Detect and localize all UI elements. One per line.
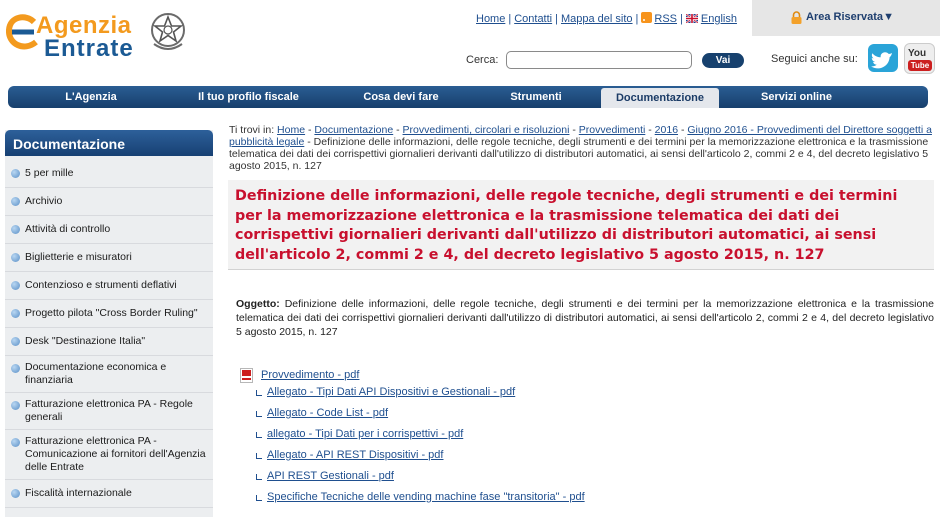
rss-link[interactable]: RSS xyxy=(654,13,678,25)
sidebar-item-label: Documentazione economica e finanziaria xyxy=(25,361,167,386)
nav-cosa-devi-fare[interactable]: Cosa devi fare xyxy=(363,91,439,103)
breadcrumb-current: Definizione delle informazioni, delle regole tecniche, degli strumenti e dei termini per la memorizzazione elettronica e la trasmissione telematica dei dati dei corrispettivi giornalieri derivanti dall'utilizzo di distributori automatici, ai sensi dell'articolo 2, commi 2 e 4, del decreto legislativo 5 agosto 2015, n. 127 xyxy=(229,136,929,172)
sidebar-item-cross-border-ruling[interactable] xyxy=(5,300,213,328)
sidebar-item-destinazione-italia[interactable] xyxy=(5,328,213,356)
area-riservata-label: Area Riservata xyxy=(806,11,884,23)
sidebar-item-5-per-mille[interactable] xyxy=(5,160,213,188)
bullet-icon xyxy=(11,364,20,373)
corner-arrow-icon xyxy=(256,432,262,438)
breadcrumb-separator: - xyxy=(396,124,400,136)
sidebar-item-label: Progetto pilota "Cross Border Ruling" xyxy=(25,307,198,319)
breadcrumb-separator: - xyxy=(572,124,576,136)
oggetto-paragraph xyxy=(236,297,934,339)
search-label: Cerca: xyxy=(466,54,499,66)
sidebar-item-label: Biglietterie e misuratori xyxy=(25,251,132,263)
sidebar-list xyxy=(5,160,213,508)
sidebar-item-label: Fatturazione elettronica PA - Comunicazione ai fornitori dell'Agenzia delle Entrate xyxy=(25,435,206,473)
sidebar-item-archivio[interactable] xyxy=(5,188,213,216)
page-header xyxy=(0,0,940,84)
oggetto-label: Oggetto: xyxy=(236,298,280,310)
attachment-row xyxy=(240,490,840,511)
breadcrumb-link[interactable]: Provvedimenti, circolari e risoluzioni xyxy=(402,124,570,136)
sidebar-title: Documentazione xyxy=(5,130,213,156)
corner-arrow-icon xyxy=(256,495,262,501)
documents-list xyxy=(240,367,840,511)
sidebar-item-label: Attività di controllo xyxy=(25,223,111,235)
nav-strumenti[interactable]: Strumenti xyxy=(510,91,562,103)
attachment-link[interactable]: Allegato - Code List - pdf xyxy=(267,407,389,419)
chevron-down-icon: ▼ xyxy=(883,11,894,23)
mappa-sito-link[interactable]: Mappa del sito xyxy=(560,13,633,25)
sidebar-item-fatturazione-regole[interactable] xyxy=(5,393,213,430)
oggetto-text: Definizione delle informazioni, delle regole tecniche, degli strumenti e dei termini per la memorizzazione elettronica e la trasmissione telematica dei dati dei corrispettivi giornalieri derivanti dall'utilizzo di distributori automatici, ai sensi dell'articolo 2, commi 2 e 4, del decreto legislativo 5 agosto 2015, n. 127 xyxy=(236,298,934,338)
breadcrumb-link[interactable]: Documentazione xyxy=(314,124,394,136)
attachment-link[interactable]: allegato - Tipi Dati per i corrispettivi - pdf xyxy=(267,428,464,440)
bullet-icon xyxy=(11,253,20,262)
twitter-icon xyxy=(868,44,898,72)
bullet-icon xyxy=(11,401,20,410)
breadcrumb-separator: - xyxy=(680,124,685,136)
agenzia-entrate-logo[interactable] xyxy=(6,6,196,62)
area-riservata-button[interactable] xyxy=(752,0,940,36)
breadcrumb-separator: - xyxy=(307,136,311,148)
corner-arrow-icon xyxy=(256,390,262,396)
bullet-icon xyxy=(11,225,20,234)
top-link-separator: | xyxy=(555,13,558,25)
nav-profilo-fiscale[interactable]: Il tuo profilo fiscale xyxy=(198,91,299,103)
attachment-row xyxy=(240,427,840,448)
sidebar-item-fatturazione-fornitori[interactable] xyxy=(5,430,213,480)
top-link-separator: | xyxy=(635,13,639,25)
search-button[interactable]: Vai xyxy=(702,53,744,68)
corner-arrow-icon xyxy=(256,474,262,480)
bullet-icon xyxy=(11,281,20,290)
nav-servizi-online[interactable]: Servizi online xyxy=(761,91,832,103)
bullet-icon xyxy=(11,197,20,206)
italian-republic-emblem-icon xyxy=(148,10,188,54)
top-link-separator: | xyxy=(508,13,512,25)
attachment-link[interactable]: Allegato - API REST Dispositivi - pdf xyxy=(267,449,444,461)
bullet-icon xyxy=(11,337,20,346)
twitter-button[interactable] xyxy=(868,44,898,72)
attachment-row xyxy=(240,385,840,406)
attachment-row xyxy=(240,448,840,469)
logo-word-agenzia: Agenzia xyxy=(36,12,132,39)
rss-icon xyxy=(641,12,652,23)
nav-agenzia[interactable]: L'Agenzia xyxy=(65,91,117,103)
sidebar-item-label: Fiscalità internazionale xyxy=(25,487,132,499)
uk-flag-icon xyxy=(686,14,698,23)
pdf-icon xyxy=(240,368,253,383)
attachment-link[interactable]: Specifiche Tecniche delle vending machine fase "transitoria" - pdf xyxy=(267,491,585,503)
breadcrumb-link[interactable]: Home xyxy=(277,124,306,136)
search-input[interactable] xyxy=(506,51,692,69)
home-link[interactable]: Home xyxy=(476,13,506,25)
attachment-row xyxy=(240,469,840,490)
provvedimento-pdf-link[interactable]: Provvedimento - pdf xyxy=(261,369,360,381)
main-navigation xyxy=(8,86,928,108)
bullet-icon xyxy=(11,169,20,178)
breadcrumb-separator: - xyxy=(307,124,312,136)
breadcrumb-separator: - xyxy=(648,124,652,136)
top-links xyxy=(476,12,737,26)
document-main-row xyxy=(240,367,840,385)
lock-icon xyxy=(790,11,803,25)
breadcrumb-link[interactable]: 2016 xyxy=(654,124,679,136)
attachment-link[interactable]: API REST Gestionali - pdf xyxy=(267,470,394,482)
sidebar-item-contenzioso[interactable] xyxy=(5,272,213,300)
logo-word-entrate: Entrate xyxy=(44,35,134,62)
nav-documentazione[interactable]: Documentazione xyxy=(601,88,719,108)
corner-arrow-icon xyxy=(256,453,262,459)
youtube-tube-label: Tube xyxy=(908,60,932,71)
attachment-link[interactable]: Allegato - Tipi Dati API Dispositivi e Gestionali - pdf xyxy=(267,386,516,398)
breadcrumb-prefix: Ti trovi in: xyxy=(229,124,275,136)
sidebar-item-attivita-controllo[interactable] xyxy=(5,216,213,244)
bullet-icon xyxy=(11,309,20,318)
logo-e-icon xyxy=(6,12,40,52)
sidebar-item-label: Contenzioso e strumenti deflativi xyxy=(25,279,177,291)
page-title: Definizione delle informazioni, delle regole tecniche, degli strumenti e dei termini per la memorizzazione elettronica e la trasmissione telematica dei dati dei corrispettivi giornalieri derivanti dall'utilizzo di distributori automatici, ai sensi dell'articolo 2, commi 2 e 4, del decreto legislativo 5 agosto 2015, n. 127 xyxy=(235,188,898,263)
youtube-button[interactable] xyxy=(904,43,935,74)
sidebar-item-fiscalita-internazionale[interactable] xyxy=(5,480,213,508)
bullet-icon xyxy=(11,438,20,447)
bullet-icon xyxy=(11,489,20,498)
social-label: Seguici anche su: xyxy=(771,53,858,65)
breadcrumb-link[interactable]: Provvedimenti xyxy=(578,124,646,136)
sidebar-item-label: Desk "Destinazione Italia" xyxy=(25,335,146,347)
sidebar xyxy=(5,130,213,517)
contatti-link[interactable]: Contatti xyxy=(514,13,553,25)
sidebar-item-label: Fatturazione elettronica PA - Regole generali xyxy=(25,398,193,423)
breadcrumb xyxy=(229,124,935,172)
attachment-row xyxy=(240,406,840,427)
page-title-box xyxy=(228,180,934,270)
youtube-you-label: You xyxy=(908,48,927,59)
breadcrumb-link[interactable]: Giugno 2016 - Provvedimenti del Direttore soggetti a pubblicità legale xyxy=(229,124,932,148)
sidebar-item-label: Archivio xyxy=(25,195,63,207)
english-link[interactable]: English xyxy=(700,13,737,25)
sidebar-item-biglietterie[interactable] xyxy=(5,244,213,272)
sidebar-item-documentazione-economica[interactable] xyxy=(5,356,213,393)
corner-arrow-icon xyxy=(256,411,262,417)
sidebar-item-label: 5 per mille xyxy=(25,167,74,179)
top-link-separator: | xyxy=(680,13,683,25)
